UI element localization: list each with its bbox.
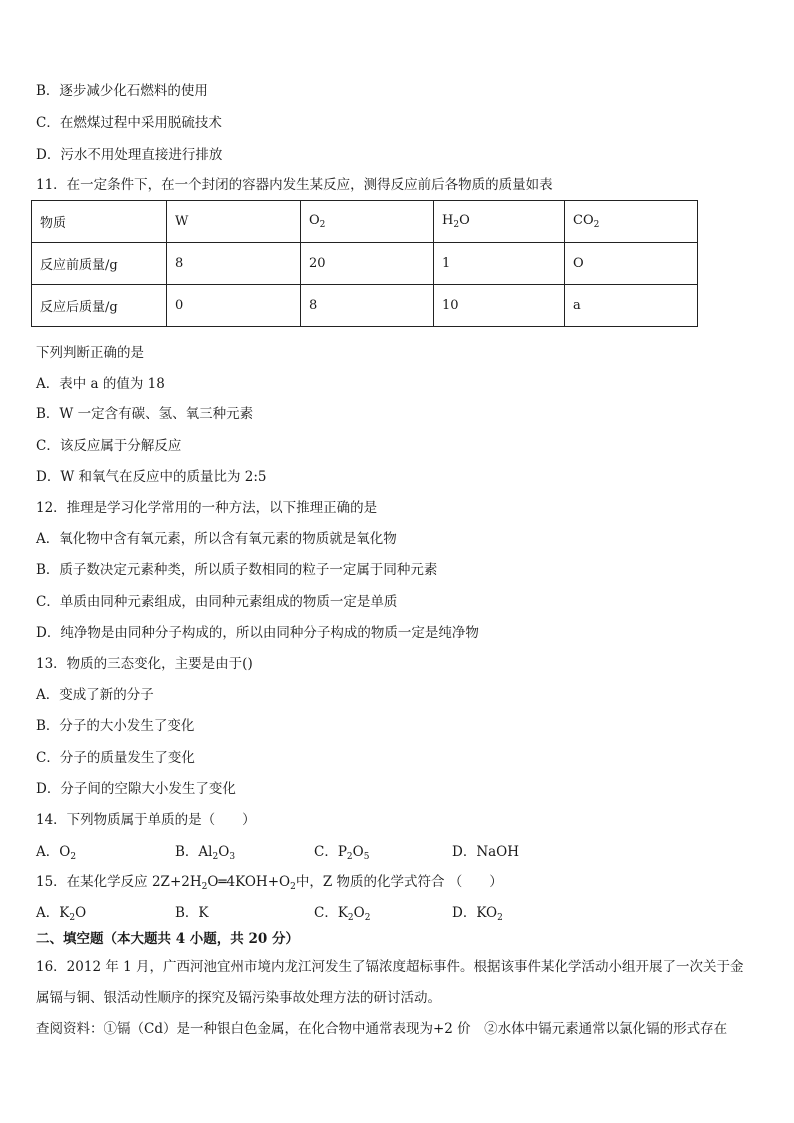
formula-text: O [75,905,87,921]
table-cell: 10 [434,285,565,327]
table-cell: a [565,285,698,327]
table-cell: O [565,243,698,285]
q11-prompt: 下列判断正确的是 [36,345,144,361]
q10-option-c: C．在燃煤过程中采用脱硫技术 [36,115,222,131]
table-header-cell: W [167,201,301,243]
subscript: 2 [347,913,354,923]
subscript: 2 [290,882,296,892]
q15-stem [36,873,503,896]
q14-option-a [36,843,76,866]
subscript: 2 [212,852,219,862]
formula-text: D．KO [452,905,498,921]
stem-text: O═4KOH+O [207,874,291,890]
q14-option-d: D．NaOH [452,844,520,860]
q15-option-a [36,904,86,927]
q15-option-d [452,904,503,927]
subscript: 2 [364,913,371,923]
table-row [32,285,698,327]
q11-option-a: A．表中 a 的值为 18 [36,376,165,392]
q12-option-a: A．氧化物中含有氧元素，所以含有氧元素的物质就是氧化物 [36,531,397,547]
formula-text: B．Al [175,844,213,860]
q12-option-b: B．质子数决定元素种类，所以质子数相同的粒子一定属于同种元素 [36,562,438,578]
q13-option-a: A．变成了新的分子 [36,687,154,703]
q16-line-3: 查阅资料：①镉（Cd）是一种银白色金属，在化合物中通常表现为+2 价 ②水体中镉元素通常以氯化镉的形式存在 [36,1021,728,1037]
q11-option-b: B．W 一定含有碳、氢、氧三种元素 [36,406,254,422]
subscript: 2 [201,882,208,892]
formula-text: A．K [36,905,70,921]
table-cell: 8 [167,243,301,285]
table-cell: 20 [301,243,434,285]
q12-option-c: C．单质由同种元素组成，由同种元素组成的物质一定是单质 [36,594,398,610]
q13-option-d: D．分子间的空隙大小发生了变化 [36,781,236,797]
formula-text: O [353,905,365,921]
q13-option-c: C．分子的质量发生了变化 [36,750,195,766]
q12-stem: 12．推理是学习化学常用的一种方法，以下推理正确的是 [36,500,378,516]
table-cell: 1 [434,243,565,285]
formula-text: CO [573,213,594,228]
formula-text: O [309,213,320,228]
q13-stem: 13．物质的三态变化，主要是由于() [36,656,253,672]
subscript: 2 [453,220,460,230]
subscript: 5 [363,852,370,862]
q10-option-d: D．污水不用处理直接进行排放 [36,147,223,163]
table-header-cell [434,201,565,243]
q16-line-2: 属镉与铜、银活动性顺序的探究及镉污染事故处理方法的研讨活动。 [36,990,441,1006]
table-row-label: 反应后质量/g [32,285,167,327]
q12-option-d: D．纯净物是由同种分子构成的，所以由同种分子构成的物质一定是纯净物 [36,625,479,641]
formula-text: O [459,213,470,228]
subscript: 2 [593,220,600,230]
formula-text: A．O [36,844,71,860]
formula-text: C．P [314,844,347,860]
mass-table [31,200,698,327]
q11-option-d: D．W 和氧气在反应中的质量比为 2:5 [36,469,267,485]
section-heading: 二、填空题（本大题共 4 小题，共 20 分） [36,931,299,947]
subscript: 3 [229,852,236,862]
q14-option-c [314,843,369,866]
q15-option-b: B．K [175,905,209,921]
table-row [32,201,698,243]
formula-text: O [218,844,230,860]
subscript: 2 [70,852,77,862]
subscript: 2 [69,913,76,923]
q15-option-c [314,904,370,927]
subscript: 2 [346,852,353,862]
table-row [32,243,698,285]
stem-text: 15．在某化学反应 2Z+2H [36,874,202,890]
q14-stem: 14．下列物质属于单质的是（ ） [36,812,256,828]
q11-stem: 11．在一定条件下，在一个封闭的容器内发生某反应，测得反应前后各物质的质量如表 [36,177,553,193]
table-header-cell [301,201,434,243]
table-cell: 8 [301,285,434,327]
table-header-cell [565,201,698,243]
formula-text: H [442,213,454,228]
q11-option-c: C．该反应属于分解反应 [36,438,182,454]
subscript: 2 [497,913,503,923]
q13-option-b: B．分子的大小发生了变化 [36,718,195,734]
stem-text: 中，Z 物质的化学式符合 （ ） [295,874,503,890]
q10-option-b: B．逐步减少化石燃料的使用 [36,83,208,99]
q16-line-1: 16．2012 年 1 月，广西河池宜州市境内龙江河发生了镉浓度超标事件。根据该事件某化学活动小组开展了一次关于金 [36,959,744,975]
formula-text: C．K [314,905,348,921]
table-row-label: 反应前质量/g [32,243,167,285]
table-cell: 0 [167,285,301,327]
subscript: 2 [319,220,326,230]
table-header-cell: 物质 [32,201,167,243]
formula-text: O [352,844,364,860]
q14-option-b [175,843,235,866]
